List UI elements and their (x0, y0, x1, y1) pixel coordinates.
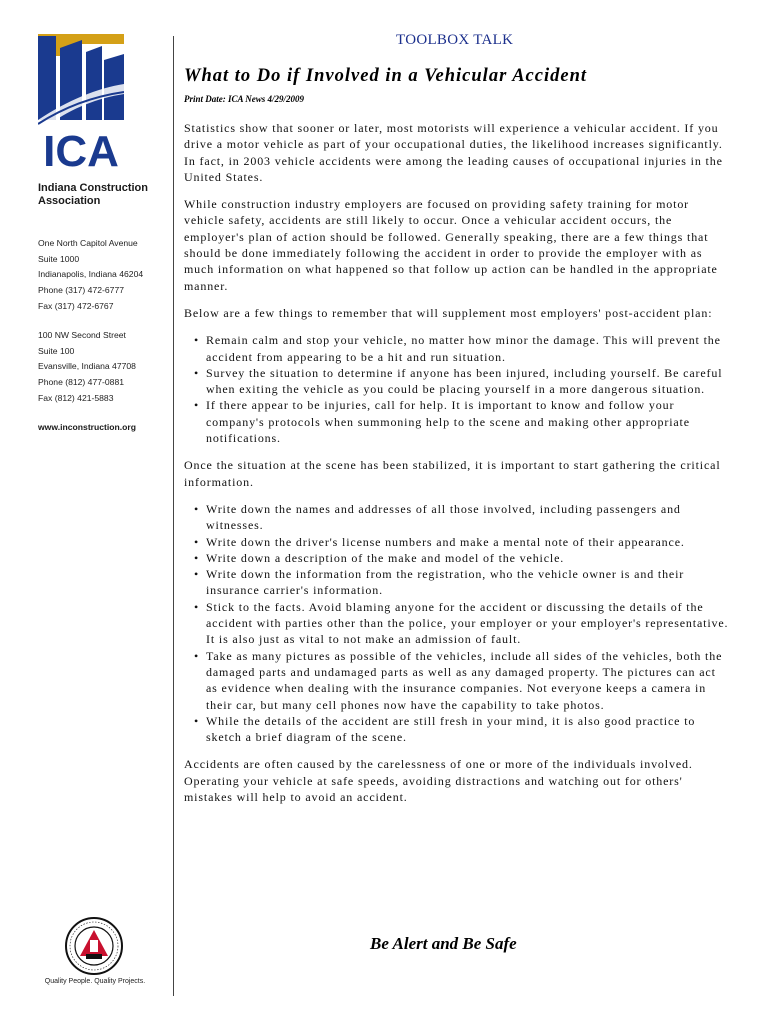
phone-line: Phone (812) 477-0881 (38, 377, 125, 388)
address-line: One North Capitol Avenue (38, 238, 138, 248)
address-line: 100 NW Second Street (38, 330, 126, 340)
address-line: Indianapolis, Indiana 46204 (38, 269, 144, 280)
list-item: • Write down the driver's license numbers and make a mental note of their appearance. (206, 534, 730, 550)
paragraph-employers: While construction industry employers are focused on providing safety training for motor vehicle safety, accidents are still likely to occur. Once a vehicular accident occurs, the employer's plan of action should be followed. Generally speaking, there are a few things that should be done immediately following the accident in order to provide the employer with as much information on what happened so that follow up action can be handled in the appropriate manner. (184, 197, 718, 293)
list-item: • Write down the information from the registration, who the vehicle owner is and their insurance carrier's information. (206, 566, 730, 599)
page-title: What to Do if Involved in a Vehicular Accident (184, 66, 587, 86)
list-item: • While the details of the accident are still fresh in your mind, it is also good practice to sketch a brief diagram of the scene. (206, 713, 730, 746)
org-name: Indiana Construction Association (38, 182, 148, 207)
ica-logo (38, 34, 124, 170)
toolbox-talk-label: TOOLBOX TALK (396, 32, 514, 48)
fax-line: Fax (317) 472-6767 (38, 300, 114, 311)
address-line: Suite 1000 (38, 253, 80, 264)
list-item: • Survey the situation to determine if anyone has been injured, including yourself. Be careful when exiting the vehicle as you could be placing yourself in a more dangerous situation. (206, 365, 730, 398)
vertical-divider (173, 36, 174, 996)
website-link[interactable]: www.inconstruction.org (38, 422, 137, 432)
closing-slogan: Be Alert and Be Safe (370, 934, 517, 953)
list-item: • Stick to the facts. Avoid blaming anyone for the accident or discussing the details of the accident with parties other than the police, your employer or your employer's representative. It is also just as vital to not make an admission of fault. (206, 599, 730, 648)
immediate-actions-list (184, 332, 730, 446)
office-address-evansville (38, 328, 173, 407)
paragraph-statistics: Statistics show that sooner or later, most motorists will experience a vehicular accident. If you drive a motor vehicle as part of your occupational duties, the likelihood increases significantly. In fact, in 2003 vehicle accidents were among the leading causes of occupational injuries in the United States. (184, 121, 723, 184)
list-item: • Write down the names and addresses of all those involved, including passengers and witnesses. (206, 501, 730, 534)
ica-logo-text: ICA (43, 127, 119, 170)
information-list (184, 501, 730, 745)
list-item: • Write down a description of the make and model of the vehicle. (206, 550, 730, 566)
article-body (184, 120, 730, 816)
list-item: • If there appear to be injuries, call for help. It is important to know and follow your company's protocols when summoning help to the scene and making other appropriate notifications. (206, 397, 730, 446)
office-address-indianapolis (38, 236, 173, 315)
paragraph-gather-info: Once the situation at the scene has been stabilized, it is important to start gathering the critical information. (184, 458, 721, 489)
agc-seal-icon (64, 916, 124, 976)
list-item: • Take as many pictures as possible of the vehicles, include all sides of the vehicles, both the damaged parts and undamaged parts as well as any damaged property. The pictures can act as evidence when dealing with the insurance companies. Not everyone keeps a camera in their car, but many cell phones now have the capability to take photos. (206, 648, 730, 713)
address-line: Evansville, Indiana 47708 (38, 361, 136, 372)
agc-tagline: Quality People. Quality Projects. (44, 978, 146, 985)
address-line: Suite 100 (38, 345, 75, 356)
phone-line: Phone (317) 472-6777 (38, 285, 125, 296)
sidebar (0, 0, 175, 1024)
fax-line: Fax (812) 421-5883 (38, 392, 114, 403)
paragraph-conclusion: Accidents are often caused by the carelessness of one or more of the individuals involved. Operating your vehicle at safe speeds, avoiding distractions and watching out for others' mistakes will help to avoid an accident. (184, 757, 693, 804)
list-item: • Remain calm and stop your vehicle, no matter how minor the damage. This will prevent the accident from appearing to be a hit and run situation. (206, 332, 730, 365)
print-date: Print Date: ICA News 4/29/2009 (184, 94, 305, 104)
paragraph-intro-list: Below are a few things to remember that will supplement most employers' post-accident plan: (184, 305, 713, 320)
